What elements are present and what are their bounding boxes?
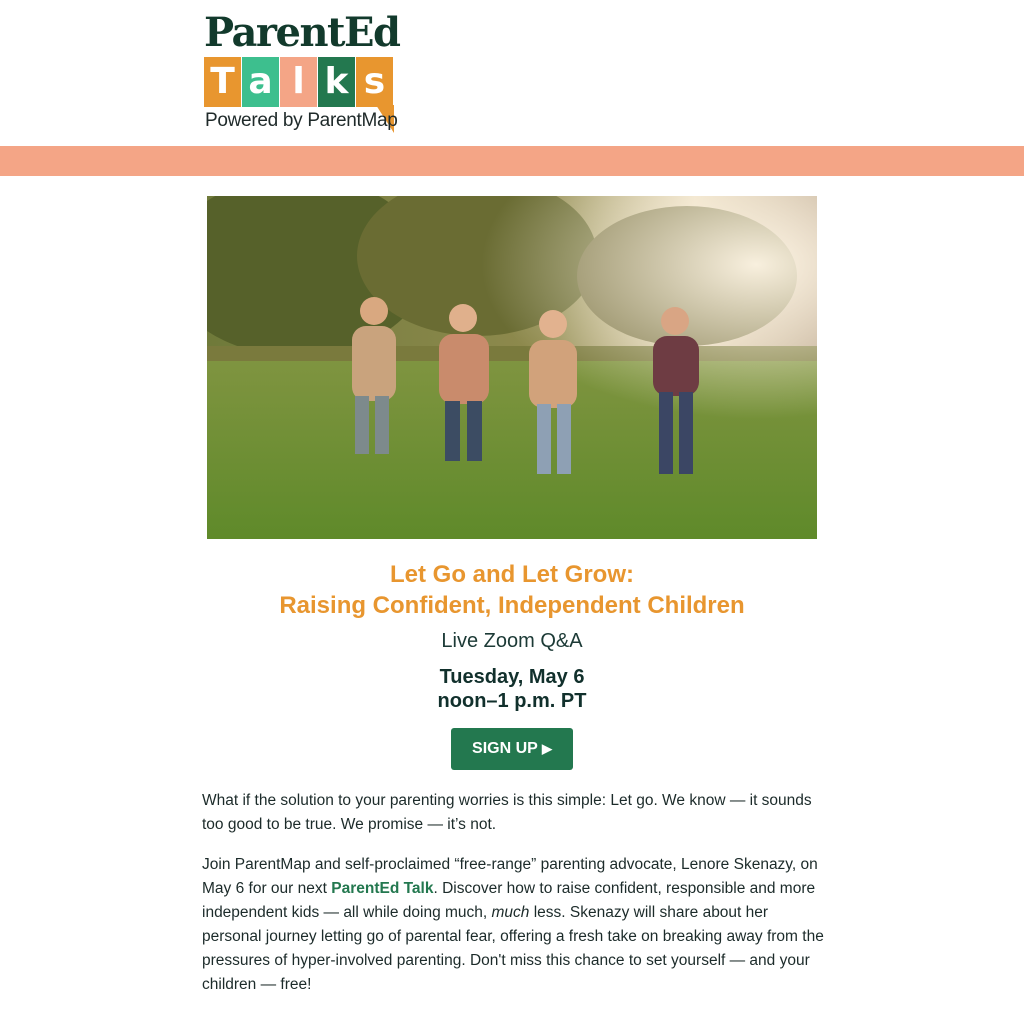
- logo-tile-l: l: [280, 57, 317, 107]
- details-text-middle: . Discover how to raise confident, responsible and more independent kids — all while doing much,: [202, 880, 816, 921]
- logo-subtitle: Powered by ParentMap: [205, 110, 398, 131]
- details-paragraph: [202, 853, 824, 997]
- details-text-start: Join ParentMap and self-proclaimed “free-range” parenting advocate, Lenore Skenazy, on May 6 for our next: [202, 856, 818, 897]
- details-text-end: less. Skenazy will share about her personal journey letting go of parental fear, offering a fresh take on breaking away from the pressures of hyper-involved parenting. Don't miss this chance to set yourself — and your children — free!: [202, 904, 824, 993]
- event-time: noon–1 p.m. PT: [437, 690, 587, 712]
- logo-tile-a: a: [242, 57, 279, 107]
- children-running-photo: [207, 196, 817, 539]
- play-arrow-icon: ▶: [541, 741, 552, 756]
- event-date: Tuesday, May 6: [439, 666, 585, 688]
- parented-talk-link[interactable]: ParentEd Talk: [331, 880, 434, 897]
- event-title-line2: Raising Confident, Independent Children: [279, 592, 745, 619]
- signup-button[interactable]: [451, 728, 573, 770]
- logo-title: ParentEd: [204, 9, 400, 56]
- logo-tile-t: T: [204, 57, 241, 107]
- logo-tiles: [204, 57, 394, 107]
- parented-talks-logo[interactable]: [204, 9, 400, 136]
- details-emphasis: much: [491, 904, 530, 921]
- header-divider-band: [0, 146, 1024, 176]
- logo-tile-s: s: [356, 57, 393, 107]
- intro-text: What if the solution to your parenting worries is this simple: Let go. We know — it sounds too good to be true. We promise — it’s not.: [202, 792, 812, 833]
- signup-label: SIGN UP: [472, 740, 538, 757]
- email-header: [0, 0, 1024, 146]
- hero-image[interactable]: [207, 196, 817, 539]
- event-format: Live Zoom Q&A: [441, 630, 583, 652]
- intro-paragraph: [202, 789, 824, 837]
- logo-tile-k: k: [318, 57, 355, 107]
- event-title-line1: Let Go and Let Grow:: [390, 561, 634, 588]
